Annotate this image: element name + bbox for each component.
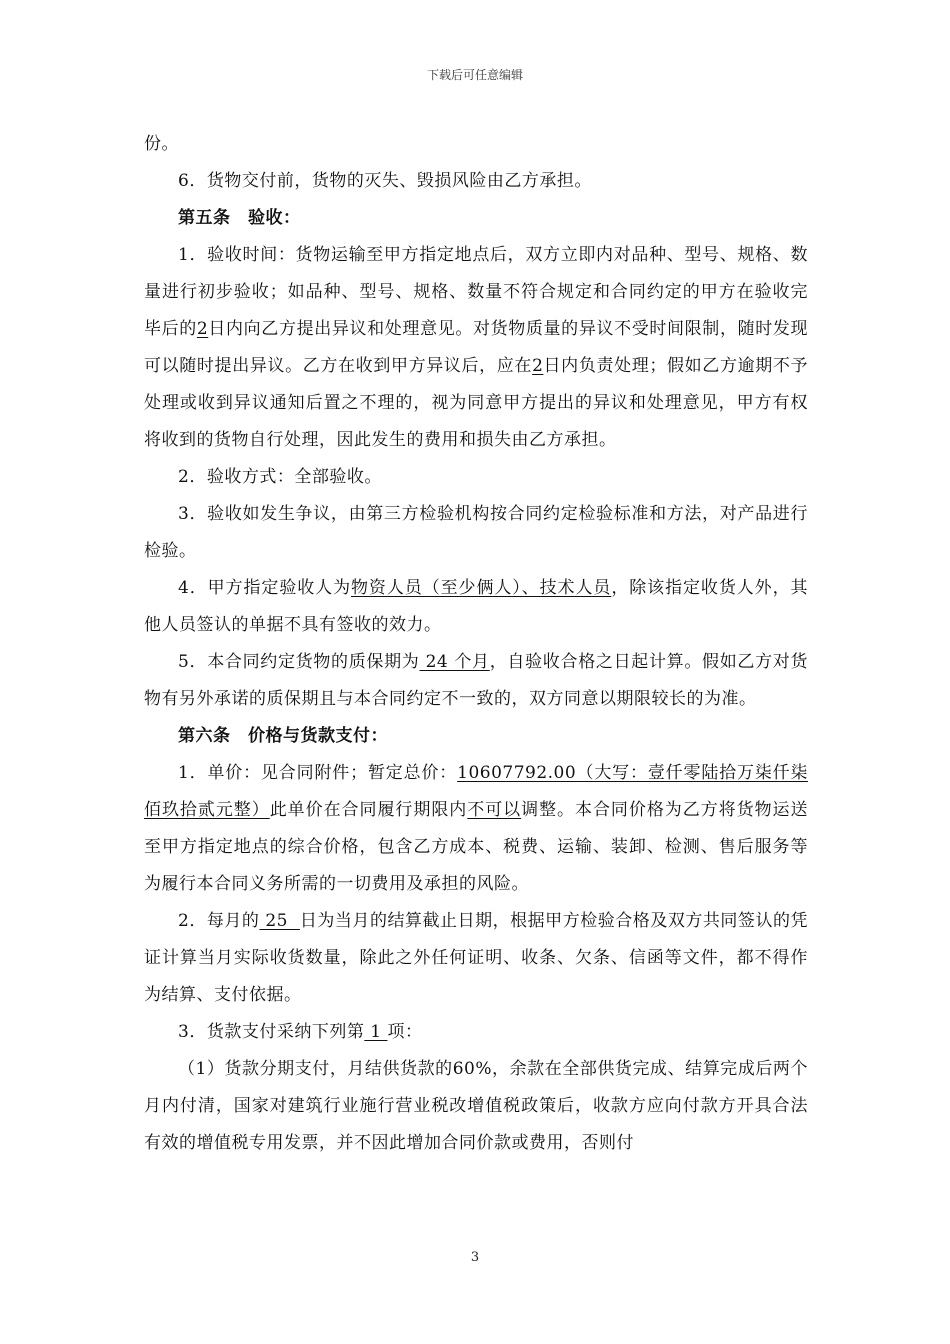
paragraph: 5．本合同约定货物的质保期为 24 个月，自验收合格之日起计算。假如乙方对货物有另外承诺的质保期且与本合同约定不一致的，双方同意以期限较长的为准。 <box>144 652 808 709</box>
underlined-value: 不可以 <box>467 800 522 820</box>
paragraph: （1）货款分期支付，月结供货款的60%，余款在全部供货完成、结算完成后两个月内付清，国家对建筑行业施行营业税改增值税政策后，收款方应向付款方开具合法有效的增值税专用发票，并不因此增加合同价款或费用，否则付 <box>144 1059 808 1153</box>
paragraph: 4．甲方指定验收人为物资人员（至少俩人）、技术人员，除该指定收货人外，其他人员签认的单据不具有签收的效力。 <box>144 578 809 635</box>
underlined-value: 24 个月 <box>419 652 490 672</box>
paragraph: 3．验收如发生争议，由第三方检验机构按合同约定检验标准和方法，对产品进行检验。 <box>144 504 808 561</box>
section-heading: 第六条 价格与货款支付： <box>178 726 388 746</box>
paragraph: 2．每月的 25 日为当月的结算截止日期，根据甲方检验合格及双方共同签认的凭证计算当月实际收货数量，除此之外任何证明、收条、欠条、信函等文件，都不得作为结算、支付依据。 <box>144 911 809 1005</box>
underlined-value: 1 <box>364 1022 388 1042</box>
underlined-value: 10607792.00（大写：壹仟零陆拾万柒仟柒佰玖拾贰元整） <box>144 763 808 820</box>
underlined-value: 物资人员（至少俩人）、技术人员 <box>351 578 612 598</box>
section-heading: 第五条 验收： <box>178 208 301 228</box>
underlined-value: 2 <box>196 319 209 339</box>
underlined-value: 2 <box>532 356 544 376</box>
paragraph: 1．单价：见合同附件；暂定总价：10607792.00（大写：壹仟零陆拾万柒仟柒佰玖拾贰元整）此单价在合同履行期限内不可以调整。本合同价格为乙方将货物运送至甲方指定地点的综合价格，包含乙方成本、税费、运输、装卸、检测、售后服务等为履行本合同义务所需的一切费用及承担的风险。 <box>144 763 809 894</box>
page-header: 下载后可任意编辑 <box>426 68 523 82</box>
underlined-value: 25 <box>259 911 300 931</box>
paragraph: 6．货物交付前，货物的灭失、毁损风险由乙方承担。 <box>178 171 592 191</box>
paragraph: 2．验收方式：全部验收。 <box>178 467 382 487</box>
paragraph: 1．验收时间：货物运输至甲方指定地点后，双方立即内对品种、型号、规格、数量进行初步验收；如品种、型号、规格、数量不符合规定和合同约定的甲方在验收完毕后的2日内向乙方提出异议和处理意见。对货物质量的异议不受时间限制，随时发现可以随时提出异议。乙方在收到甲方异议后，应在2日内负责处理；假如乙方逾期不予处理或收到异议通知后置之不理的，视为同意甲方提出的异议和处理意见，甲方有权将收到的货物自行处理，因此发生的费用和损失由乙方承担。 <box>144 245 809 450</box>
document-body <box>144 126 808 1162</box>
paragraph: 3．货款支付采纳下列第 1 项： <box>178 1022 423 1042</box>
paragraph: 份。 <box>144 134 179 154</box>
page-number: 3 <box>470 1250 480 1265</box>
